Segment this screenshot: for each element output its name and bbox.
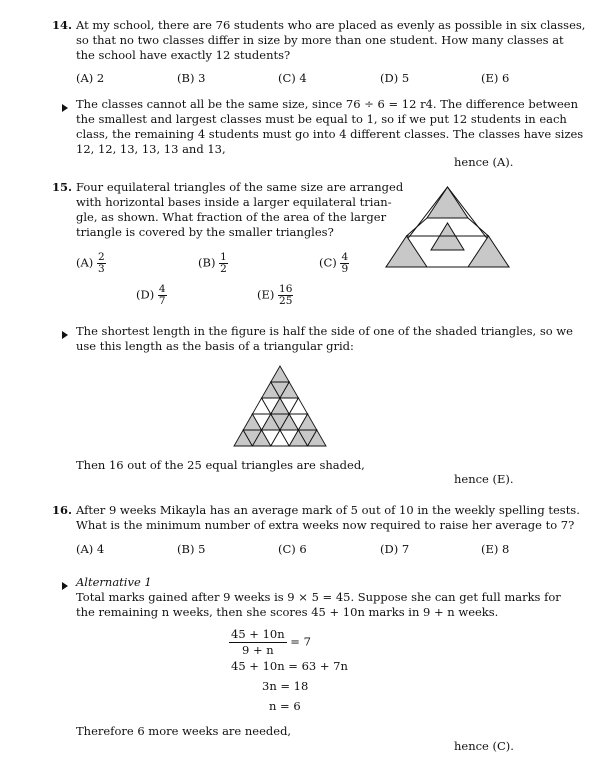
option-a: (A) $\frac{2}{3}$: [76, 251, 105, 275]
solution-marker-icon: [62, 101, 73, 115]
option-c: (C) $\frac{4}{9}$: [319, 251, 349, 275]
equation-line: 45 + 10n = 63 + 7n: [231, 659, 348, 673]
question-text-line: triangle is covered by the smaller triangles?: [76, 225, 334, 239]
option-b: (B) 3: [177, 71, 206, 85]
shaded-triangle: [427, 187, 468, 218]
solution-text-line: the remaining n weeks, then she scores 45 + 10n marks in 9 + n weeks.: [76, 605, 499, 619]
option-e: (E) $\frac{16}{25}$: [257, 283, 293, 307]
question-text-line: so that no two classes differ in size by more than one student. How many classes at: [76, 33, 564, 47]
solution-text-line: Total marks gained after 9 weeks is 9 × 5 = 45. Suppose she can get full marks for: [76, 590, 561, 604]
option-c: (C) 4: [278, 71, 307, 85]
option-b: (B) 5: [177, 542, 206, 556]
solution-text-line: The classes cannot all be the same size, since 76 ÷ 6 = 12 r4. The difference between: [76, 97, 579, 111]
option-e: (E) 8: [481, 542, 510, 556]
equation-line: n = 6: [269, 699, 301, 713]
equation-fraction: $\frac{45 + 10n}{9 + n}$ = 7: [231, 627, 311, 657]
answer-text: hence (E).: [454, 472, 514, 486]
triangular-grid-figure: [232, 364, 328, 448]
grid-unit-triangle: [271, 366, 289, 382]
solution-text-line: use this length as the basis of a triangular grid:: [76, 339, 354, 353]
solution-text-line: class, the remaining 4 students must go into 4 different classes. The classes have sizes: [76, 127, 584, 141]
solution-marker-icon: [62, 328, 73, 342]
solution-text-line: 12, 12, 13, 13, 13 and 13,: [76, 142, 226, 156]
question-text-line: What is the minimum number of extra weeks now required to raise her average to 7?: [76, 518, 575, 532]
solution-text-line: the smallest and largest classes must be equal to 1, so if we put 12 students in each: [76, 112, 567, 126]
question-text-line: the school have exactly 12 students?: [76, 48, 291, 62]
question-text-line: with horizontal bases inside a larger equilateral trian-: [76, 195, 392, 209]
option-d: (D) 7: [380, 542, 410, 556]
solution-marker-icon: [62, 579, 73, 593]
equation-line: 3n = 18: [262, 679, 309, 693]
option-c: (C) 6: [278, 542, 307, 556]
question-number: 16.: [52, 503, 73, 517]
option-e: (E) 6: [481, 71, 510, 85]
question-text-line: At my school, there are 76 students who are placed as evenly as possible in six classes,: [76, 18, 586, 32]
option-a: (A) 2: [76, 71, 105, 85]
question-text-line: Four equilateral triangles of the same size are arranged: [76, 180, 404, 194]
answer-text: hence (C).: [454, 739, 514, 753]
answer-text: hence (A).: [454, 155, 514, 169]
triangle-figure: [385, 185, 510, 270]
option-a: (A) 4: [76, 542, 105, 556]
question-text-line: After 9 weeks Mikayla has an average mark of 5 out of 10 in the weekly spelling tests.: [76, 503, 580, 517]
alternative-heading: Alternative 1: [76, 575, 152, 589]
option-d: (D) $\frac{4}{7}$: [136, 283, 166, 307]
question-number: 14.: [52, 18, 73, 32]
solution-text-line: The shortest length in the figure is half the side of one of the shaded triangles, so we: [76, 324, 573, 338]
option-d: (D) 5: [380, 71, 410, 85]
option-b: (B) $\frac{1}{2}$: [198, 251, 227, 275]
question-number: 15.: [52, 180, 73, 194]
solution-text-line: Therefore 6 more weeks are needed,: [76, 724, 292, 738]
question-text-line: gle, as shown. What fraction of the area of the larger: [76, 210, 387, 224]
solution-text-line: Then 16 out of the 25 equal triangles are shaded,: [76, 458, 365, 472]
